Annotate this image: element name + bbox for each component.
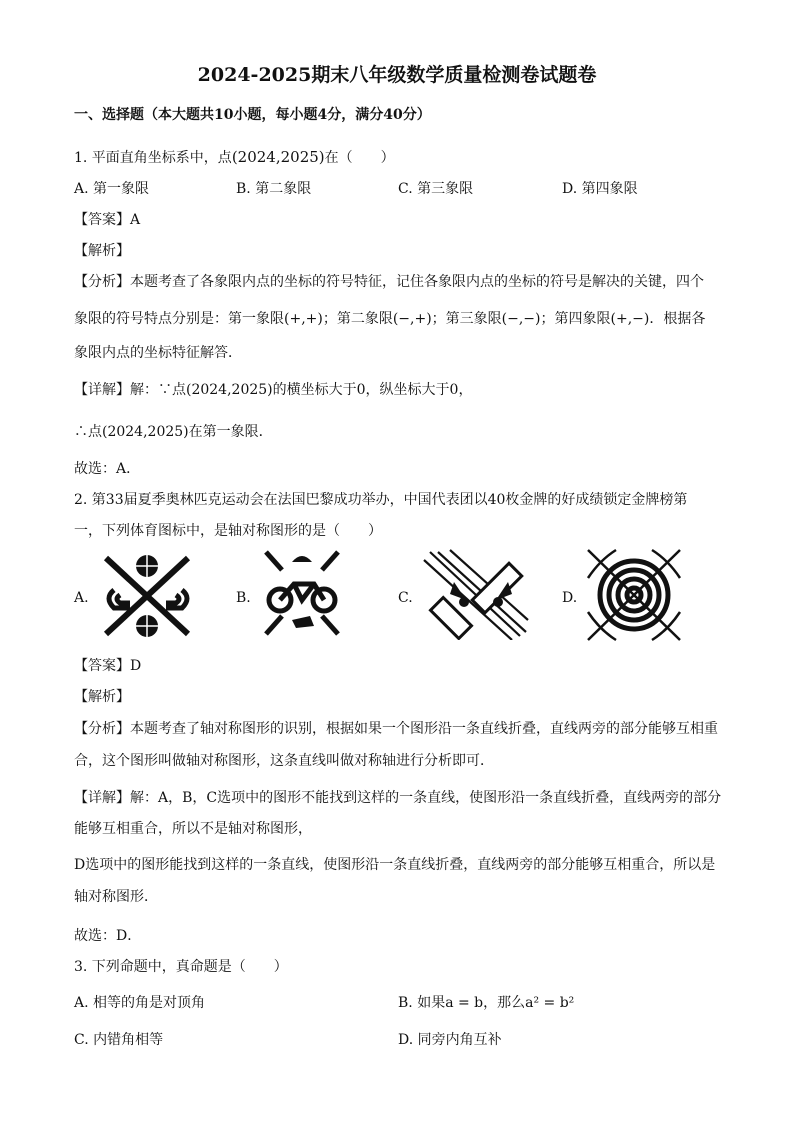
q1-jiexi: 【解析】 bbox=[74, 243, 130, 259]
q2-detail-3: D选项中的图形能找到这样的一条直线，使图形沿一条直线折叠，直线两旁的部分能够互相重合，所以是 bbox=[74, 857, 716, 873]
q2-detail-1: 【详解】解：A，B，C选项中的图形不能找到这样的一条直线，使图形沿一条直线折叠，直线两旁的部分 bbox=[74, 790, 722, 806]
basketball-loop-icon bbox=[100, 550, 196, 640]
q2-jiexi: 【解析】 bbox=[74, 689, 130, 705]
q1-option-d: D. 第四象限 bbox=[562, 181, 638, 197]
q1-analysis-1: 【分析】本题考查了各象限内点的坐标的符号特征，记住各象限内点的坐标的符号是解决的关键，四个 bbox=[74, 274, 704, 290]
section-heading: 一、选择题（本大题共10小题，每小题4分，满分40分） bbox=[74, 107, 431, 123]
q2-analysis-1: 【分析】本题考查了轴对称图形的识别，根据如果一个图形沿一条直线折叠，直线两旁的部分能够互相重 bbox=[74, 721, 718, 737]
q2-stem-1: 2. 第33届夏季奥林匹克运动会在法国巴黎成功举办，中国代表团以40枚金牌的好成绩锁定金牌榜第 bbox=[74, 492, 688, 508]
q2-option-d-label: D. bbox=[562, 590, 578, 606]
q3-stem: 3. 下列命题中，真命题是（ ） bbox=[74, 959, 288, 975]
q1-stem-text: 1. 平面直角坐标系中，点 bbox=[74, 150, 232, 166]
q2-option-a-label: A. bbox=[74, 590, 89, 606]
q2-detail-2: 能够互相重合，所以不是轴对称图形， bbox=[74, 821, 312, 837]
page-title: 2024-2025期末八年级数学质量检测卷试题卷 bbox=[197, 64, 597, 86]
q1-stem-tail: 在（ ） bbox=[324, 150, 395, 166]
q1-option-a: A. 第一象限 bbox=[74, 181, 150, 197]
q2-detail-4: 轴对称图形． bbox=[74, 889, 158, 905]
q1-option-c: C. 第三象限 bbox=[398, 181, 474, 197]
q1-stem bbox=[74, 148, 395, 167]
q1-analysis-3: 象限内点的坐标特征解答． bbox=[74, 345, 242, 361]
cycling-icon bbox=[262, 548, 342, 638]
q1-answer: 【答案】A bbox=[74, 212, 141, 228]
q1-detail-2: ∴点(2024,2025)在第一象限． bbox=[74, 424, 273, 440]
q1-option-b: B. 第二象限 bbox=[236, 181, 312, 197]
q2-select: 故选：D． bbox=[74, 928, 142, 944]
q2-answer: 【答案】D bbox=[74, 658, 142, 674]
q1-point: (2024,2025) bbox=[231, 148, 325, 166]
q3-option-b: B. 如果a = b，那么a² = b² bbox=[398, 995, 575, 1011]
q2-stem-2: 一，下列体育图标中，是轴对称图形的是（ ） bbox=[74, 523, 382, 539]
archery-target-icon bbox=[586, 548, 682, 642]
q1-select: 故选：A． bbox=[74, 461, 141, 477]
q1-analysis-2: 象限的符号特点分别是：第一象限(+,+)；第二象限(−,+)；第三象限(−,−)；第四象限(+,−)．根据各 bbox=[74, 311, 706, 327]
q2-option-b-label: B. bbox=[236, 590, 251, 606]
q3-option-d: D. 同旁内角互补 bbox=[398, 1032, 502, 1048]
q2-option-c-label: C. bbox=[398, 590, 413, 606]
q3-option-c: C. 内错角相等 bbox=[74, 1032, 164, 1048]
q1-detail-1: 【详解】解：∵点(2024,2025)的横坐标大于0，纵坐标大于0， bbox=[74, 382, 473, 398]
badminton-icon bbox=[420, 548, 530, 640]
q2-analysis-2: 合，这个图形叫做轴对称图形，这条直线叫做对称轴进行分析即可． bbox=[74, 753, 494, 769]
q3-option-a: A. 相等的角是对顶角 bbox=[74, 995, 206, 1011]
